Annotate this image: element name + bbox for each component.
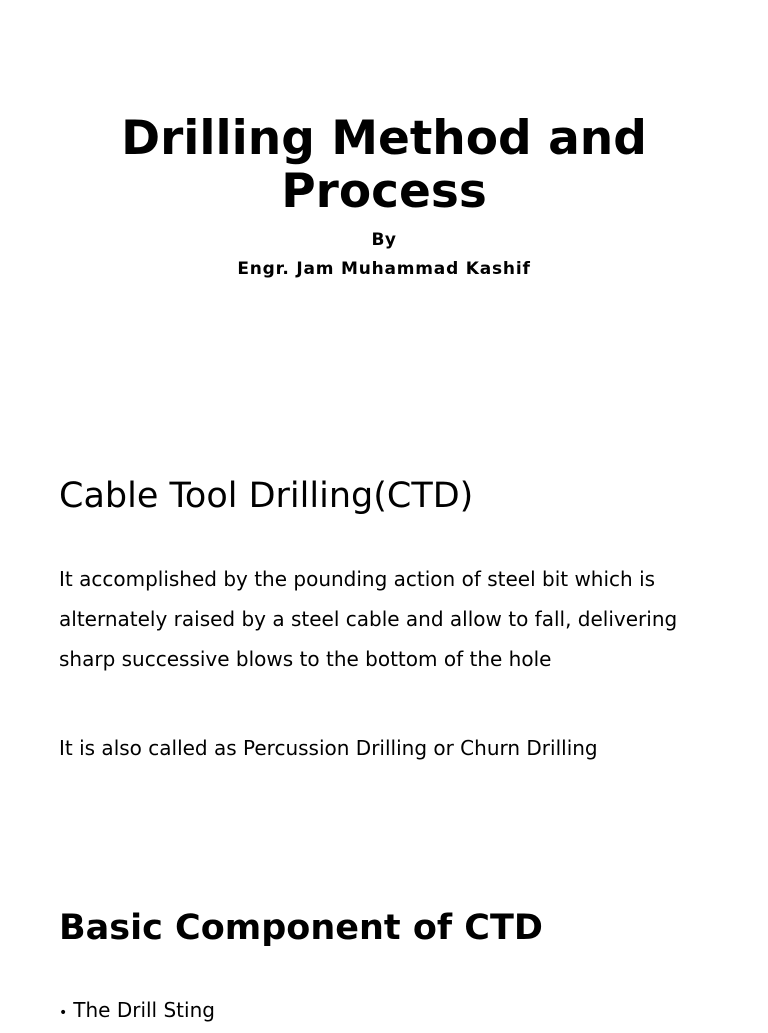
ctd-paragraph-1: It accomplished by the pounding action of steel bit which is alternately raised by a steel cable and allow to fall, delivering sharp successive blows to the bottom of the hole [59, 567, 678, 671]
components-list [59, 990, 215, 1033]
bullet-icon: • [59, 1005, 68, 1021]
title-slide [0, 0, 768, 400]
list-item [59, 990, 215, 1033]
title-line-1: Drilling Method and [121, 111, 647, 166]
author-name: Engr. Jam Muhammad Kashif [237, 259, 531, 279]
components-heading: Basic Component of CTD [59, 908, 543, 948]
by-label: By [371, 230, 397, 250]
ctd-heading: Cable Tool Drilling(CTD) [59, 476, 474, 516]
list-item-text: The Drill Sting [73, 998, 215, 1022]
document-title [0, 112, 768, 218]
title-line-2: Process [281, 164, 487, 219]
ctd-paragraph-2: It is also called as Percussion Drilling or Churn Drilling [59, 736, 598, 760]
